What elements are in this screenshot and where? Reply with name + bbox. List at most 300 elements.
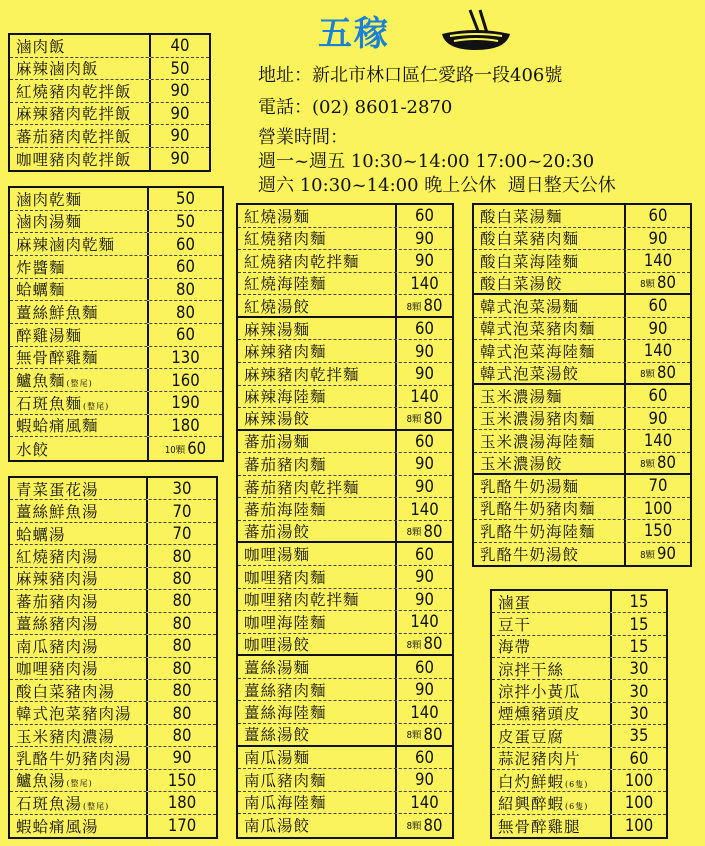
- item-price-value: 90: [415, 341, 434, 361]
- menu-item: [10, 324, 222, 347]
- menu-item: [10, 725, 216, 747]
- item-price-value: 60: [415, 657, 434, 677]
- menu-item: [10, 58, 209, 81]
- item-name: [238, 385, 395, 407]
- item-name-text: 韓式泡菜湯餃: [480, 364, 580, 383]
- item-name-text: 煙燻豬頭皮: [498, 705, 581, 724]
- item-name: [492, 635, 610, 657]
- menu-item: [474, 318, 690, 341]
- item-name: [238, 318, 395, 340]
- item-note: (整尾): [66, 379, 93, 389]
- menu-item: [10, 279, 222, 302]
- menu-item: [238, 386, 452, 409]
- item-name: [10, 702, 146, 724]
- menu-item: [10, 815, 216, 837]
- item-price-value: 35: [629, 726, 649, 746]
- menu-item: [474, 250, 690, 273]
- item-price-value: 80: [423, 634, 443, 654]
- menu-item: [10, 80, 209, 103]
- menu-item: [10, 415, 222, 438]
- item-price-value: 140: [643, 431, 673, 451]
- soup-menu: [8, 476, 218, 839]
- item-price: [624, 205, 690, 227]
- item-name: [238, 791, 395, 813]
- item-name: [10, 233, 147, 255]
- menu-item: [238, 521, 452, 544]
- item-name: [10, 635, 146, 657]
- menu-item: [474, 228, 690, 251]
- item-name-text: 豆干: [498, 616, 532, 635]
- menu-item: [10, 770, 216, 792]
- item-name-text: 乳酪牛奶海陸麵: [480, 522, 596, 541]
- item-name-text: 乳酪牛奶湯餃: [480, 545, 580, 564]
- item-name-text: 蕃茄豬肉湯: [16, 592, 99, 611]
- noodle-bowl-icon: [436, 8, 516, 52]
- item-name-text: 紅燒豬肉乾拌飯: [16, 82, 132, 101]
- item-price-value: 140: [410, 386, 439, 406]
- item-price: [146, 815, 216, 837]
- item-price: [146, 702, 216, 723]
- item-name-text: 蕃茄豬肉乾拌飯: [16, 127, 132, 146]
- item-price-value: 80: [172, 703, 192, 723]
- item-name: [238, 723, 395, 745]
- item-price-value: 90: [415, 567, 434, 587]
- item-price: [395, 656, 452, 678]
- item-price-value: 90: [170, 126, 190, 146]
- item-name-text: 麻辣豬肉乾拌麵: [244, 365, 360, 384]
- item-name-text: 玉米濃湯餃: [480, 454, 563, 473]
- item-name: [238, 250, 395, 272]
- item-name: [238, 520, 395, 542]
- item-name: [474, 407, 624, 429]
- item-name-text: 無骨醉雞麵: [16, 349, 99, 368]
- item-price: [624, 475, 690, 497]
- item-name-text: 蛤蠣湯: [16, 525, 66, 544]
- item-name-text: 醉雞湯麵: [16, 326, 83, 345]
- item-price: [149, 58, 209, 80]
- item-price: [624, 520, 690, 542]
- item-price: [146, 478, 216, 499]
- item-name: [10, 500, 146, 522]
- hours-title: 營業時間：: [258, 127, 348, 148]
- item-name: [492, 702, 610, 724]
- item-name-text: 滷肉飯: [16, 37, 66, 56]
- item-name-text: 滷肉乾麵: [16, 190, 83, 209]
- menu-item: [238, 318, 452, 341]
- item-name-text: 酸白菜湯麵: [480, 207, 563, 226]
- item-price-value: 30: [172, 479, 192, 499]
- item-name-text: 玉米濃湯麵: [480, 387, 563, 406]
- menu-item: [492, 770, 666, 792]
- item-count: 8顆: [406, 527, 422, 539]
- item-name-text: 紅燒湯麵: [244, 207, 311, 226]
- item-price: [624, 385, 690, 407]
- item-name-text: 玉米豬肉濃湯: [16, 727, 116, 746]
- item-price-value: 140: [410, 702, 439, 722]
- item-name-text: 咖哩豬肉乾拌飯: [16, 150, 132, 169]
- item-price: [147, 279, 222, 301]
- menu-item: [10, 590, 216, 612]
- menu-item: [474, 340, 690, 363]
- menu-item: [474, 543, 690, 566]
- item-name: [10, 301, 147, 323]
- item-price-value: 60: [176, 234, 195, 254]
- item-name: [10, 590, 146, 612]
- item-name-text: 炸醬麵: [16, 258, 66, 277]
- item-price: [146, 770, 216, 791]
- menu-item: [10, 103, 209, 126]
- menu-item: [10, 545, 216, 567]
- item-name-text: 乳酪牛奶豬肉麵: [480, 500, 596, 519]
- item-name-text: 韓式泡菜湯麵: [480, 297, 580, 316]
- item-name-text: 麻辣湯餃: [244, 410, 311, 429]
- item-price-value: 80: [172, 546, 192, 566]
- item-price: [147, 347, 222, 369]
- item-name: [10, 57, 149, 79]
- item-name: [492, 725, 610, 747]
- item-price-value: 80: [423, 724, 443, 744]
- item-price-value: 80: [176, 302, 195, 322]
- item-name-text: 韓式泡菜海陸麵: [480, 342, 596, 361]
- menu-item: [10, 347, 222, 370]
- item-price-value: 100: [624, 771, 654, 791]
- menu-item: [238, 228, 452, 251]
- item-name: [474, 475, 624, 497]
- item-name-text: 涼拌干絲: [498, 660, 565, 679]
- item-price-value: 150: [167, 770, 197, 790]
- item-price-value: 80: [172, 591, 192, 611]
- item-price: [395, 634, 452, 655]
- item-name: [10, 523, 146, 545]
- item-price-value: 90: [415, 770, 434, 790]
- item-name: [474, 295, 624, 317]
- item-price: [624, 273, 690, 294]
- menu-item: [238, 295, 452, 318]
- item-name-text: 酸白菜豬肉麵: [480, 230, 580, 249]
- menu-item: [474, 363, 690, 386]
- item-name-text: 石斑魚麵: [16, 394, 83, 413]
- item-name-text: 鱸魚湯: [16, 772, 66, 791]
- item-note: (整尾): [66, 779, 93, 789]
- item-price: [395, 386, 452, 408]
- item-name: [238, 453, 395, 475]
- item-name: [492, 815, 610, 837]
- item-price-value: 60: [648, 206, 668, 226]
- item-price: [395, 521, 452, 542]
- item-count: 8顆: [640, 549, 656, 561]
- item-price-value: 80: [657, 273, 676, 293]
- item-price: [395, 318, 452, 340]
- item-price-value: 60: [648, 386, 668, 406]
- item-price: [147, 233, 222, 255]
- item-price-value: 90: [170, 149, 190, 169]
- item-name-text: 麻辣海陸麵: [244, 388, 327, 407]
- menu-item: [238, 431, 452, 454]
- item-name: [474, 250, 624, 272]
- item-price-value: 80: [172, 613, 192, 633]
- menu-item: [238, 747, 452, 770]
- item-price-value: 30: [629, 703, 649, 723]
- item-name: [10, 102, 149, 124]
- item-name: [238, 295, 395, 317]
- item-price: [395, 589, 452, 611]
- menu-item: [238, 453, 452, 476]
- item-name-text: 酸白菜湯餃: [480, 274, 563, 293]
- item-price: [146, 725, 216, 746]
- item-name: [492, 591, 610, 613]
- item-price: [624, 228, 690, 250]
- menu-item: [474, 273, 690, 296]
- item-name: [492, 680, 610, 702]
- item-price: [146, 568, 216, 589]
- item-price: [610, 748, 666, 769]
- item-name: [238, 205, 395, 227]
- item-price-value: 60: [629, 748, 649, 768]
- menu-item: [492, 748, 666, 770]
- item-name-text: 蒜泥豬肉片: [498, 750, 581, 769]
- item-name: [474, 385, 624, 407]
- item-price-value: 15: [629, 592, 649, 612]
- item-name-text: 蝦蛤痛風湯: [16, 817, 99, 836]
- item-price: [624, 340, 690, 362]
- menu-item: [10, 233, 222, 256]
- side-dish-menu: [490, 589, 668, 839]
- item-price-value: 30: [629, 681, 649, 701]
- item-price: [610, 680, 666, 701]
- item-name: [474, 543, 624, 565]
- item-count: 8顆: [640, 368, 656, 380]
- menu-item: [10, 792, 216, 814]
- item-name: [10, 369, 147, 391]
- menu-item: [10, 188, 222, 211]
- item-name: [10, 148, 149, 170]
- item-note: (6隻): [565, 779, 589, 789]
- item-name-text: 南瓜豬肉麵: [244, 771, 327, 790]
- item-price-value: 80: [423, 521, 443, 541]
- menu-item: [474, 498, 690, 521]
- item-price-value: 90: [648, 408, 668, 428]
- item-price: [395, 747, 452, 769]
- item-name: [474, 340, 624, 362]
- item-price-value: 80: [172, 726, 192, 746]
- menu-item: [238, 589, 452, 612]
- item-price-value: 130: [171, 347, 200, 367]
- item-name: [10, 478, 146, 500]
- item-price: [395, 205, 452, 227]
- item-name: [10, 680, 146, 702]
- item-name-text: 皮蛋豆腐: [498, 727, 565, 746]
- item-name: [474, 452, 624, 474]
- item-price-value: 80: [423, 408, 443, 428]
- flavor-noodle-menu: [236, 203, 454, 839]
- item-price-value: 60: [648, 296, 668, 316]
- menu-item: [474, 385, 690, 408]
- item-price-value: 60: [187, 439, 207, 459]
- item-price: [147, 256, 222, 278]
- item-name: [10, 188, 147, 210]
- item-name: [238, 611, 395, 633]
- item-name: [474, 520, 624, 542]
- item-price: [149, 103, 209, 125]
- item-price: [395, 363, 452, 385]
- item-name-text: 薑絲湯餃: [244, 726, 311, 745]
- item-price-value: 90: [648, 318, 668, 338]
- item-name-text: 薑絲豬肉湯: [16, 615, 99, 634]
- item-price-value: 70: [172, 501, 192, 521]
- soup-base-noodle-menu: [472, 203, 692, 567]
- item-name: [238, 566, 395, 588]
- item-name: [10, 125, 149, 147]
- menu-item: [474, 520, 690, 543]
- item-price-value: 80: [423, 296, 443, 316]
- item-name: [474, 317, 624, 339]
- item-price: [146, 613, 216, 634]
- item-name: [474, 497, 624, 519]
- item-price-value: 50: [176, 189, 195, 209]
- item-name: [238, 746, 395, 768]
- item-name: [10, 35, 149, 57]
- item-price: [610, 636, 666, 657]
- item-name: [492, 770, 610, 792]
- item-price: [146, 545, 216, 566]
- menu-item: [238, 792, 452, 815]
- item-price-value: 100: [643, 498, 673, 518]
- item-price: [624, 498, 690, 520]
- item-name-text: 蕃茄海陸麵: [244, 501, 327, 520]
- item-price: [610, 815, 666, 837]
- menu-item: [238, 679, 452, 702]
- item-price-value: 60: [176, 325, 195, 345]
- item-price: [395, 701, 452, 723]
- item-name-text: 滷蛋: [498, 593, 532, 612]
- menu-item: [10, 256, 222, 279]
- item-name-text: 蕃茄湯餃: [244, 523, 311, 542]
- item-name: [238, 340, 395, 362]
- item-price-value: 80: [172, 681, 192, 701]
- item-price: [395, 566, 452, 588]
- item-price-value: 60: [176, 257, 195, 277]
- item-price: [147, 324, 222, 346]
- item-name-text: 蝦蛤痛風麵: [16, 417, 99, 436]
- item-name-text: 麻辣豬肉麵: [244, 343, 327, 362]
- item-price: [395, 476, 452, 498]
- item-name-text: 青菜蛋花湯: [16, 480, 99, 499]
- item-price: [395, 228, 452, 250]
- item-name-text: 酸白菜豬肉湯: [16, 682, 116, 701]
- item-price: [147, 301, 222, 323]
- item-price-value: 40: [170, 36, 190, 56]
- menu-item: [10, 747, 216, 769]
- item-price-value: 90: [415, 680, 434, 700]
- item-price: [149, 125, 209, 147]
- item-name-text: 蕃茄豬肉乾拌麵: [244, 478, 360, 497]
- hours-weekend: 週六 10:30~14:00 晚上公休 週日整天公休: [258, 175, 616, 196]
- item-name: [10, 792, 146, 814]
- item-price: [146, 658, 216, 679]
- item-price-value: 90: [415, 589, 434, 609]
- item-price: [395, 792, 452, 814]
- item-name: [10, 80, 149, 102]
- item-name-text: 紅燒豬肉麵: [244, 230, 327, 249]
- item-price-value: 60: [415, 319, 434, 339]
- menu-item: [10, 523, 216, 545]
- item-name: [238, 588, 395, 610]
- item-price: [395, 769, 452, 791]
- menu-item: [474, 430, 690, 453]
- item-price: [147, 415, 222, 437]
- menu-item: [10, 478, 216, 500]
- item-name: [492, 613, 610, 635]
- address-text: 地址：新北市林口區仁愛路一段406號: [258, 65, 563, 86]
- item-name: [238, 227, 395, 249]
- item-name-text: 紅燒海陸麵: [244, 275, 327, 294]
- item-price: [147, 437, 222, 460]
- menu-item: [238, 611, 452, 634]
- item-price: [610, 613, 666, 634]
- item-name: [10, 657, 146, 679]
- item-name-text: 咖哩海陸麵: [244, 613, 327, 632]
- item-name-text: 涼拌小黃瓜: [498, 683, 581, 702]
- item-price-value: 140: [410, 612, 439, 632]
- menu-item: [10, 437, 222, 460]
- menu-item: [492, 725, 666, 747]
- item-price-value: 15: [629, 614, 649, 634]
- restaurant-name: 五稼: [318, 14, 390, 54]
- item-price: [395, 295, 452, 316]
- item-name-text: 麻辣滷肉飯: [16, 60, 99, 79]
- item-count: 8顆: [406, 730, 422, 742]
- item-price: [610, 703, 666, 724]
- item-name: [238, 701, 395, 723]
- item-price: [395, 408, 452, 429]
- item-name-text: 南瓜湯餃: [244, 817, 311, 836]
- item-price-value: 90: [170, 103, 190, 123]
- item-price-value: 80: [657, 363, 676, 383]
- item-price: [395, 724, 452, 745]
- item-name: [10, 747, 146, 769]
- item-name: [474, 272, 624, 294]
- item-price-value: 180: [167, 793, 197, 813]
- item-price-value: 140: [410, 273, 439, 293]
- item-price-value: 170: [167, 816, 197, 836]
- item-price-value: 90: [415, 251, 434, 271]
- menu-item: [474, 205, 690, 228]
- menu-item: [492, 815, 666, 837]
- menu-item: [10, 613, 216, 635]
- item-price: [395, 340, 452, 362]
- item-price-value: 90: [648, 228, 668, 248]
- menu-item: [238, 205, 452, 228]
- item-price: [624, 250, 690, 272]
- item-price-value: 80: [657, 453, 676, 473]
- item-name-text: 酸白菜海陸麵: [480, 252, 580, 271]
- item-price-value: 90: [415, 364, 434, 384]
- menu-item: [492, 703, 666, 725]
- item-name: [10, 392, 147, 414]
- item-name-text: 麻辣豬肉乾拌飯: [16, 105, 132, 124]
- item-name-text: 蕃茄湯麵: [244, 433, 311, 452]
- item-note: (整尾): [83, 401, 110, 411]
- menu-item: [10, 392, 222, 415]
- item-count: 8顆: [640, 458, 656, 470]
- item-name-text: 滷肉湯麵: [16, 213, 83, 232]
- item-count: 8顆: [406, 639, 422, 651]
- item-price-value: 50: [170, 58, 190, 78]
- item-price: [146, 792, 216, 813]
- item-price-value: 100: [624, 816, 654, 836]
- menu-item: [238, 476, 452, 499]
- item-name: [238, 407, 395, 429]
